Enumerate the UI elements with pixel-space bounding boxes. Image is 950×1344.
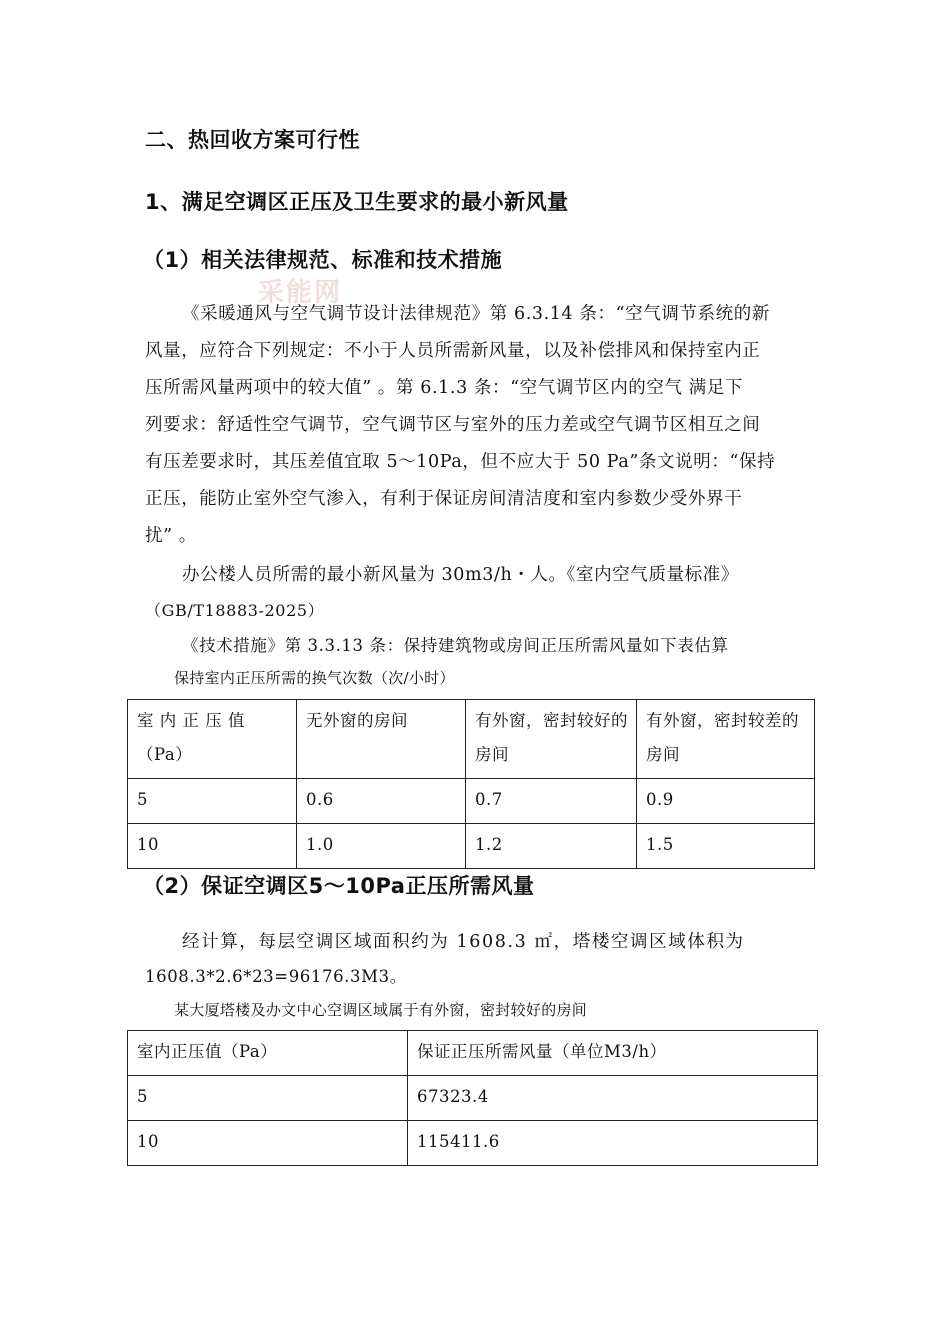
table-cell: 115411.6 [408, 1121, 818, 1166]
table-row [128, 824, 815, 869]
table-header-cell: 室 内 正 压 值（Pa） [128, 700, 297, 779]
paragraph-line: 扰” 。 [145, 526, 197, 546]
table-row [128, 1076, 818, 1121]
paragraph-line: 办公楼人员所需的最小新风量为 30m3/h・人。《室内空气质量标准》 [182, 565, 739, 585]
air-change-table [127, 699, 815, 869]
table-cell: 0.6 [297, 779, 466, 824]
table-header-cell: 保证正压所需风量（单位M3/h） [408, 1031, 818, 1076]
table-cell: 0.9 [637, 779, 815, 824]
paragraph-line: 经计算，每层空调区域面积约为 1608.3 ㎡，塔楼空调区域体积为 [182, 932, 745, 952]
table-cell: 10 [128, 1121, 408, 1166]
paragraph-line: 《技术措施》第 3.3.13 条：保持建筑物或房间正压所需风量如下表估算 [182, 636, 729, 655]
paragraph-line: （GB/T18883-2025） [145, 601, 325, 620]
table-cell: 1.0 [297, 824, 466, 869]
table-cell: 5 [128, 1076, 408, 1121]
paragraph-line: 风量，应符合下列规定：不小于人员所需新风量，以及补偿排风和保持室内正 [145, 341, 761, 361]
table-row [128, 1121, 818, 1166]
table-cell: 10 [128, 824, 297, 869]
table-row [128, 779, 815, 824]
table-cell: 0.7 [466, 779, 637, 824]
heading-item-2: （2）保证空调区5～10Pa正压所需风量 [143, 874, 535, 898]
table-header-row [128, 1031, 818, 1076]
table-header-row [128, 700, 815, 779]
table-cell: 1.5 [637, 824, 815, 869]
table-cell: 67323.4 [408, 1076, 818, 1121]
heading-item-1: （1）相关法律规范、标准和技术措施 [143, 248, 503, 272]
table-header-cell: 室内正压值（Pa） [128, 1031, 408, 1076]
heading-subsection-1: 1、满足空调区正压及卫生要求的最小新风量 [145, 190, 569, 214]
table-header-cell: 有外窗，密封较差的房间 [637, 700, 815, 779]
paragraph-line: 压所需风量两项中的较大值” 。第 6.1.3 条：“空气调节区内的空气 满足下 [145, 378, 744, 398]
heading-section-2: 二、热回收方案可行性 [145, 128, 360, 152]
table-cell: 1.2 [466, 824, 637, 869]
table-header-cell: 无外窗的房间 [297, 700, 466, 779]
paragraph-line: 1608.3*2.6*23=96176.3M3。 [145, 967, 407, 986]
watermark: 采能网 [258, 278, 343, 308]
table-caption: 某大厦塔楼及办文中心空调区域属于有外窗，密封较好的房间 [174, 1001, 588, 1019]
paragraph-line: 列要求：舒适性空气调节，空气调节区与室外的压力差或空气调节区相互之间 [145, 415, 761, 435]
pressure-airflow-table [127, 1030, 818, 1166]
table-header-cell: 有外窗，密封较好的房间 [466, 700, 637, 779]
paragraph-line: 正压，能防止室外空气渗入，有利于保证房间清洁度和室内参数少受外界干 [145, 489, 743, 509]
table-cell: 5 [128, 779, 297, 824]
table-caption: 保持室内正压所需的换气次数（次/小时） [174, 669, 455, 687]
paragraph-line: 《采暖通风与空气调节设计法律规范》第 6.3.14 条：“空气调节系统的新 [182, 304, 770, 324]
paragraph-line: 有压差要求时，其压差值宜取 5～10Pa，但不应大于 50 Pa”条文说明：“保持 [145, 452, 776, 472]
